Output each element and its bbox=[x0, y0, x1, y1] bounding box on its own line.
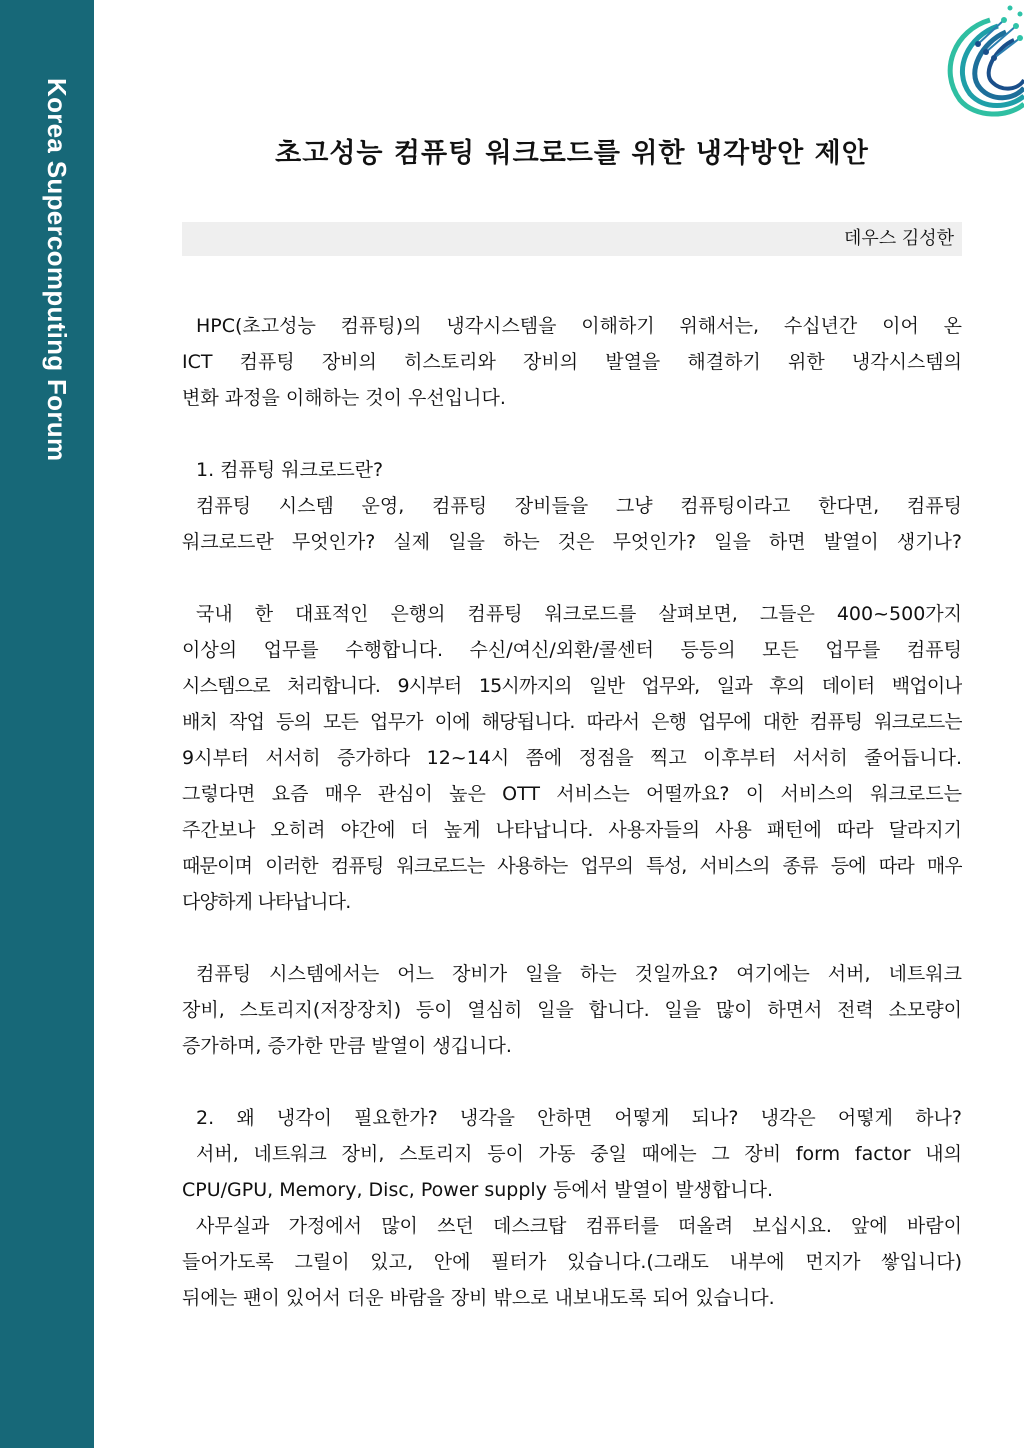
intro-line: HPC(초고성능 컴퓨팅)의 냉각시스템을 이해하기 위해서는, 수십년간 이어 온 bbox=[196, 315, 962, 337]
paragraph-gap bbox=[182, 920, 962, 956]
paragraph-gap bbox=[182, 1064, 962, 1100]
paragraph-line: 이상의 업무를 수행합니다. 수신/여신/외환/콜센터 등등의 모든 업무를 컴퓨팅 bbox=[182, 639, 962, 661]
paragraph-line: 국내 한 대표적인 은행의 컴퓨팅 워크로드를 살펴보면, 그들은 400~500가지 bbox=[196, 603, 962, 625]
section-heading: 1. 컴퓨팅 워크로드란? bbox=[196, 459, 384, 481]
paragraph-line: 컴퓨팅 시스템 운영, 컴퓨팅 장비들을 그냥 컴퓨팅이라고 한다면, 컴퓨팅 bbox=[196, 495, 962, 517]
paragraph-line: 장비, 스토리지(저장장치) 등이 열심히 일을 합니다. 일을 많이 하면서 전력 소모량이 bbox=[182, 999, 962, 1021]
paragraph-line: 그렇다면 요즘 매우 관심이 높은 OTT 서비스는 어떨까요? 이 서비스의 워크로드는 bbox=[182, 783, 962, 805]
sidebar-label: Korea Supercomputing Forum bbox=[42, 78, 72, 462]
author-name: 데우스 김성한 bbox=[843, 228, 954, 249]
paragraph-gap bbox=[182, 416, 962, 452]
document-body bbox=[182, 308, 962, 1316]
document-title: 초고성능 컴퓨팅 워크로드를 위한 냉각방안 제안 bbox=[275, 138, 869, 169]
paragraph-line: 시스템으로 처리합니다. 9시부터 15시까지의 일반 업무와, 일과 후의 데이터 백업이나 bbox=[182, 675, 962, 697]
paragraph-line: 사무실과 가정에서 많이 쓰던 데스크탑 컴퓨터를 떠올려 보십시요. 앞에 바람이 bbox=[196, 1215, 962, 1237]
paragraph-line: 들어가도록 그릴이 있고, 안에 필터가 있습니다.(그래도 내부에 먼지가 쌓입니다) bbox=[182, 1251, 962, 1273]
paragraph-line: 증가하며, 증가한 만큼 발열이 생깁니다. bbox=[182, 1035, 512, 1057]
paragraph-line: CPU/GPU, Memory, Disc, Power supply 등에서 발열이 발생합니다. bbox=[182, 1179, 774, 1201]
paragraph-line: 때문이며 이러한 컴퓨팅 워크로드는 사용하는 업무의 특성, 서비스의 종류 등에 따라 매우 bbox=[182, 855, 962, 877]
ksf-swirl-logo-icon bbox=[920, 0, 1024, 128]
intro-line: 변화 과정을 이해하는 것이 우선입니다. bbox=[182, 387, 506, 409]
paragraph-line: 배치 작업 등의 모든 업무가 이에 해당됩니다. 따라서 은행 업무에 대한 컴퓨팅 워크로드는 bbox=[182, 711, 962, 733]
paragraph-line: 워크로드란 무엇인가? 실제 일을 하는 것은 무엇인가? 일을 하면 발열이 생기나? bbox=[182, 531, 962, 553]
paragraph-line: 컴퓨팅 시스템에서는 어느 장비가 일을 하는 것일까요? 여기에는 서버, 네트워크 bbox=[196, 963, 962, 985]
paragraph-line: 주간보나 오히려 야간에 더 높게 나타납니다. 사용자들의 사용 패턴에 따라 달라지기 bbox=[182, 819, 962, 841]
intro-line: ICT 컴퓨팅 장비의 히스토리와 장비의 발열을 해결하기 위한 냉각시스템의 bbox=[182, 351, 962, 373]
section-heading: 2. 왜 냉각이 필요한가? 냉각을 안하면 어떻게 되나? 냉각은 어떻게 하나? bbox=[196, 1107, 962, 1129]
author-bar bbox=[182, 222, 962, 256]
paragraph-line: 뒤에는 팬이 있어서 더운 바람을 장비 밖으로 내보내도록 되어 있습니다. bbox=[182, 1287, 775, 1309]
paragraph-line: 9시부터 서서히 증가하다 12~14시 쯤에 정점을 찍고 이후부터 서서히 줄어듭니다. bbox=[182, 747, 962, 769]
paragraph-line: 다양하게 나타납니다. bbox=[182, 891, 351, 913]
sidebar-band bbox=[0, 0, 94, 1448]
paragraph-gap bbox=[182, 560, 962, 596]
paragraph-line: 서버, 네트워크 장비, 스토리지 등이 가동 중일 때에는 그 장비 form factor 내의 bbox=[196, 1143, 962, 1165]
